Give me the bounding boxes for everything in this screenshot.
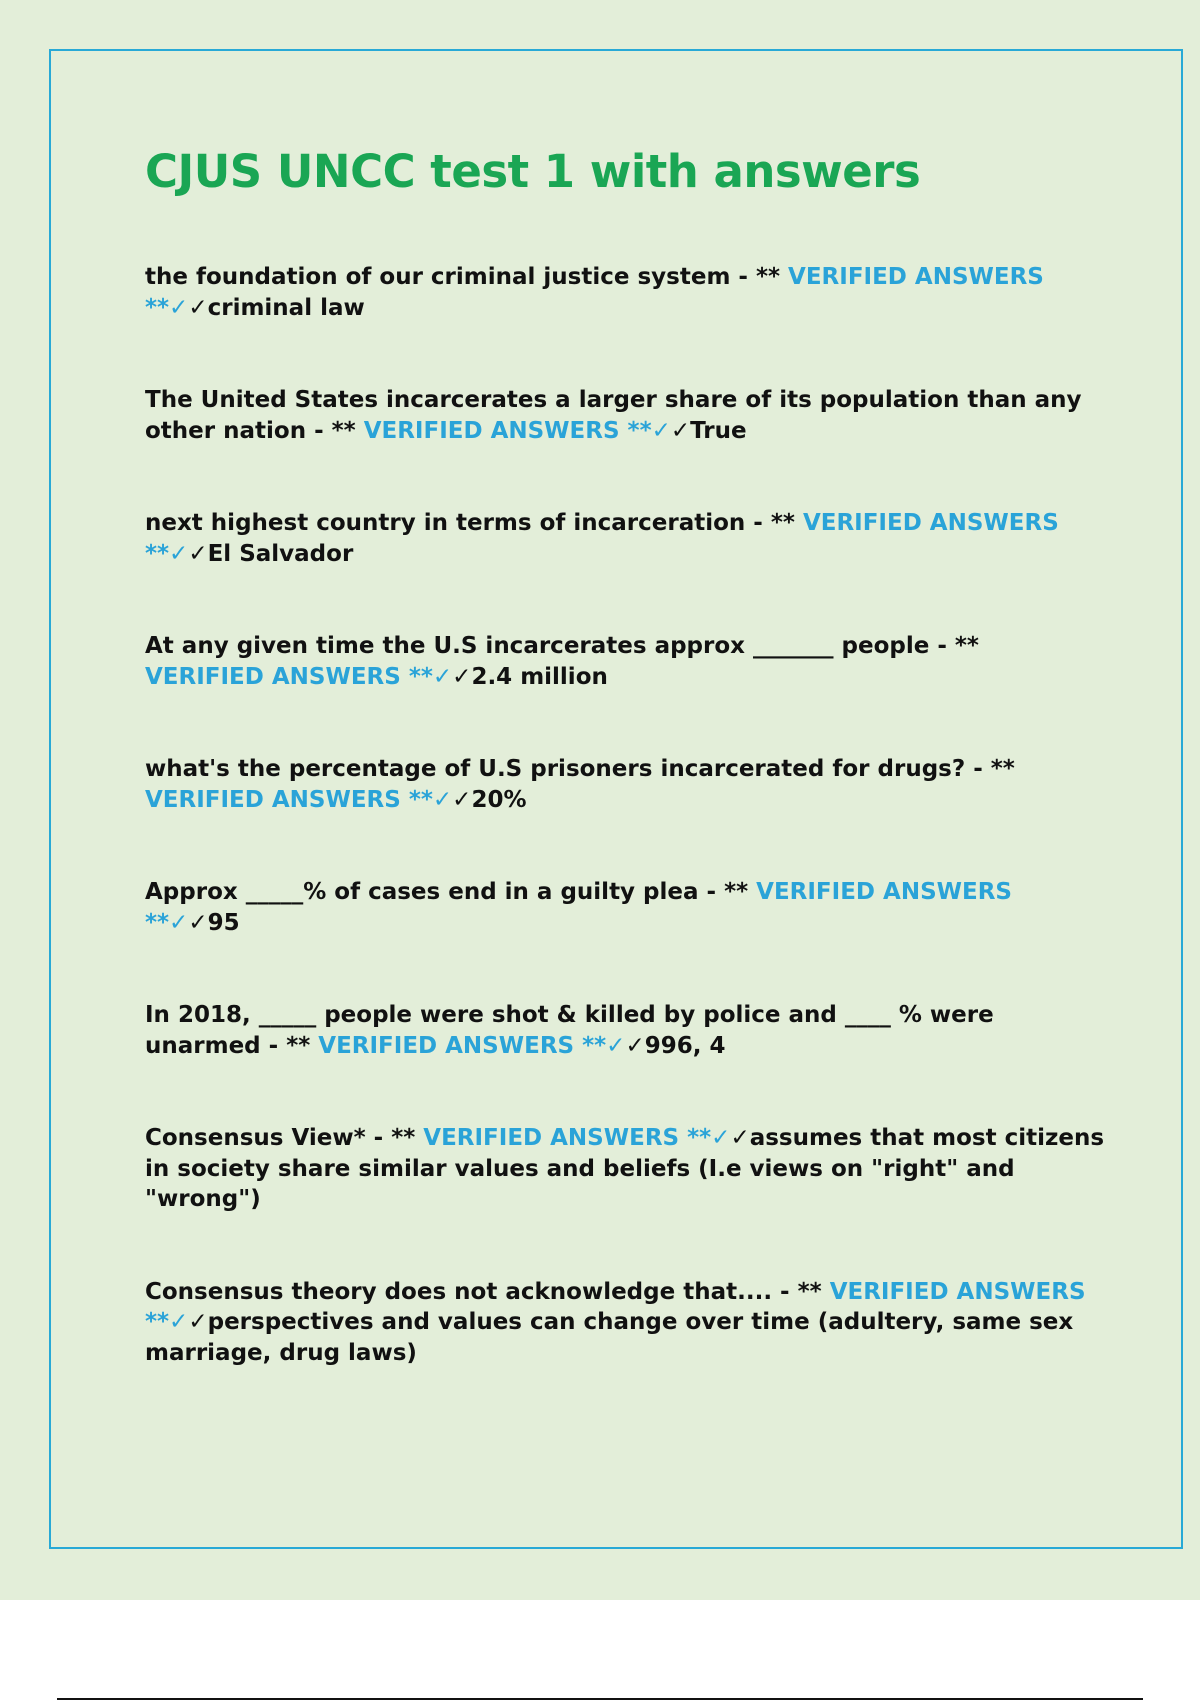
answer-text: ✓criminal law [188, 294, 365, 321]
verified-answers-tag: VERIFIED ANSWERS **✓ [363, 417, 671, 444]
qa-item [145, 631, 1105, 692]
answer-text: ✓20% [452, 786, 527, 813]
question-text: At any given time the U.S incarcerates approx _______ people - ** [145, 633, 979, 659]
question-text: the foundation of our criminal justice system - ** [145, 264, 789, 290]
qa-item [145, 1277, 1105, 1369]
question-text: In 2018, _____ people were shot & killed by police and ____ % were unarmed - ** [145, 1002, 994, 1059]
verified-answers-tag: VERIFIED ANSWERS **✓ [423, 1125, 731, 1151]
verified-answers-tag: VERIFIED ANSWERS **✓ [145, 879, 1012, 936]
qa-item [145, 1000, 1105, 1061]
qa-item [145, 877, 1105, 938]
question-text: what's the percentage of U.S prisoners incarcerated for drugs? - ** [145, 756, 1015, 782]
verified-answers-tag: VERIFIED ANSWERS **✓ [145, 786, 453, 813]
verified-answers-tag: VERIFIED ANSWERS **✓ [145, 264, 1044, 321]
question-text: Consensus View* - ** [145, 1125, 424, 1151]
question-text: Approx _____% of cases end in a guilty plea - ** [145, 879, 757, 905]
answer-text: ✓assumes that most citizens in society share similar values and beliefs (I.e views on "right" and "wrong") [145, 1125, 1105, 1212]
qa-item [145, 508, 1105, 569]
qa-item [145, 754, 1105, 815]
verified-answers-tag: VERIFIED ANSWERS **✓ [145, 663, 453, 690]
answer-text: ✓996, 4 [625, 1032, 726, 1059]
document-title: CJUS UNCC test 1 with answers [145, 145, 921, 198]
verified-answers-tag: VERIFIED ANSWERS **✓ [318, 1032, 626, 1059]
qa-item [145, 262, 1105, 323]
qa-item [145, 1123, 1105, 1215]
question-text: The United States incarcerates a larger share of its population than any other nation - ** [145, 387, 1082, 444]
question-text: next highest country in terms of incarceration - ** [145, 510, 803, 536]
answer-text: ✓2.4 million [452, 663, 608, 690]
verified-answers-tag: VERIFIED ANSWERS **✓ [145, 510, 1059, 567]
answer-text: ✓True [670, 417, 747, 444]
document-content [145, 140, 1105, 1430]
answer-text: ✓perspectives and values can change over time (adultery, same sex marriage, drug laws) [145, 1309, 1074, 1366]
answer-text: ✓El Salvador [188, 540, 354, 567]
qa-item [145, 385, 1105, 446]
question-text: Consensus theory does not acknowledge that.... - ** [145, 1278, 830, 1305]
answer-text: ✓95 [188, 909, 240, 936]
verified-answers-tag: VERIFIED ANSWERS **✓ [145, 1278, 1086, 1335]
